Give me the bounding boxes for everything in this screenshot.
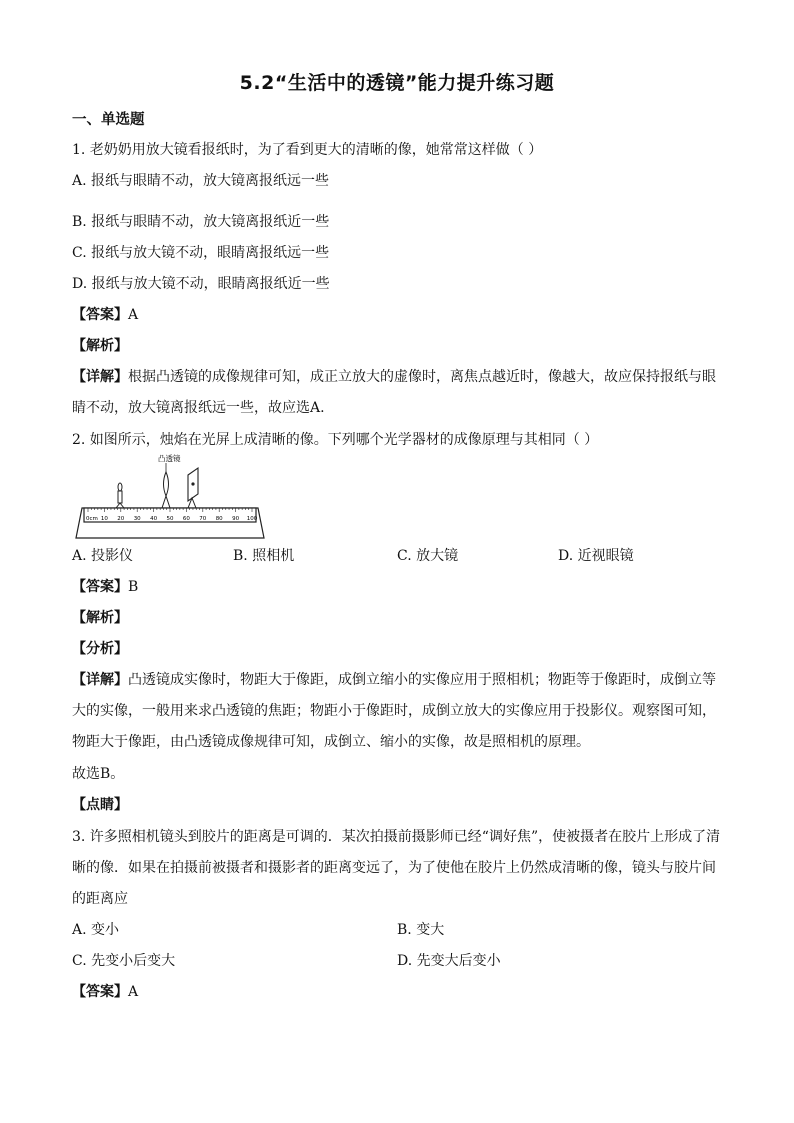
section-heading: 一、单选题 <box>72 112 145 128</box>
scale-number: 80 <box>215 516 223 522</box>
q2-fenxi-tag: 【分析】 <box>72 641 128 657</box>
light-screen <box>188 468 198 508</box>
scale-number: 60 <box>182 516 190 522</box>
scale-number: 30 <box>133 516 141 522</box>
candle-flame <box>118 483 122 491</box>
scale-number: 50 <box>166 516 174 522</box>
page-title: 5.2“生活中的透镜”能力提升练习题 <box>239 72 555 94</box>
unit-label: 0cm <box>86 516 98 522</box>
convex-lens <box>158 454 181 508</box>
answer-value: B <box>128 579 139 595</box>
scale-number: 100 <box>246 516 258 522</box>
q1-option-a: A. 报纸与眼睛不动，放大镜离报纸远一些 <box>72 173 330 189</box>
q2-option-d: D. 近视眼镜 <box>558 548 634 564</box>
lens-shape <box>164 472 169 496</box>
q2-analysis-tag: 【解析】 <box>72 610 128 626</box>
optical-bench-figure <box>72 454 268 540</box>
candle-stand <box>116 503 124 508</box>
q3-option-a: A. 变小 <box>72 922 120 938</box>
q1-option-d: D. 报纸与放大镜不动，眼睛离报纸近一些 <box>72 276 330 292</box>
answer-tag: 【答案】 <box>72 984 128 1000</box>
candle-body <box>118 491 122 503</box>
q2-answer <box>72 577 138 597</box>
q2-comment-tag: 【点睛】 <box>72 797 128 813</box>
q1-detail <box>72 362 724 424</box>
candle <box>116 483 124 508</box>
q3-option-b: B. 变大 <box>397 922 445 938</box>
detail-text: 根据凸透镜的成像规律可知，成正立放大的虚像时，离焦点越近时，像越大，故应保持报纸与眼睛不动，放大镜离报纸远一些，故应选A. <box>72 369 716 416</box>
q2-detail <box>72 665 724 758</box>
q2-option-b: B. 照相机 <box>233 548 295 564</box>
q1-answer <box>72 305 138 325</box>
detail-tag: 【详解】 <box>72 672 128 688</box>
q3-stem: 3. 许多照相机镜头到胶片的距离是可调的．某次拍摄前摄影师已经“调好焦”，使被摄者在胶片上形成了清晰的像．如果在拍摄前被摄者和摄影者的距离变远了，为了使他在胶片上仍然成清晰的像，镜头与胶片间的距离应 <box>72 829 721 907</box>
q3-option-d: D. 先变大后变小 <box>397 953 501 969</box>
detail-text: 凸透镜成实像时，物距大于像距，成倒立缩小的实像应用于照相机；物距等于像距时，成倒立等大的实像，一般用来求凸透镜的焦距；物距小于像距时，成倒立放大的实像应用于投影仪。观察图可知，物距大于像距，由凸透镜成像规律可知，成倒立、缩小的实像，故是照相机的原理。 <box>72 672 716 750</box>
scale-number: 40 <box>150 516 158 522</box>
answer-value: A <box>128 307 139 323</box>
detail-tag: 【详解】 <box>72 369 128 385</box>
answer-tag: 【答案】 <box>72 307 128 323</box>
screen-image-dot <box>191 482 194 485</box>
scale-number: 70 <box>199 516 207 522</box>
q1-option-b: B. 报纸与眼睛不动，放大镜离报纸近一些 <box>72 214 330 230</box>
scale-number: 10 <box>100 516 108 522</box>
q2-option-c: C. 放大镜 <box>397 548 459 564</box>
lens-stand <box>162 496 170 508</box>
q1-stem: 1. 老奶奶用放大镜看报纸时，为了看到更大的清晰的像，她常常这样做（ ） <box>72 142 543 158</box>
q1-analysis-tag: 【解析】 <box>72 338 128 354</box>
q3-answer <box>72 982 138 1002</box>
q3-option-c: C. 先变小后变大 <box>72 953 176 969</box>
q1-option-c: C. 报纸与放大镜不动，眼睛离报纸远一些 <box>72 245 330 261</box>
scale-number: 20 <box>117 516 125 522</box>
lens-label: 凸透镜 <box>158 454 181 463</box>
scale-number: 90 <box>232 516 240 522</box>
answer-value: A <box>128 984 139 1000</box>
q2-stem: 2. 如图所示，烛焰在光屏上成清晰的像。下列哪个光学器材的成像原理与其相同（ ） <box>72 432 599 448</box>
q2-conclusion: 故选B。 <box>72 766 125 782</box>
q2-option-a: A. 投影仪 <box>72 548 134 564</box>
answer-tag: 【答案】 <box>72 579 128 595</box>
